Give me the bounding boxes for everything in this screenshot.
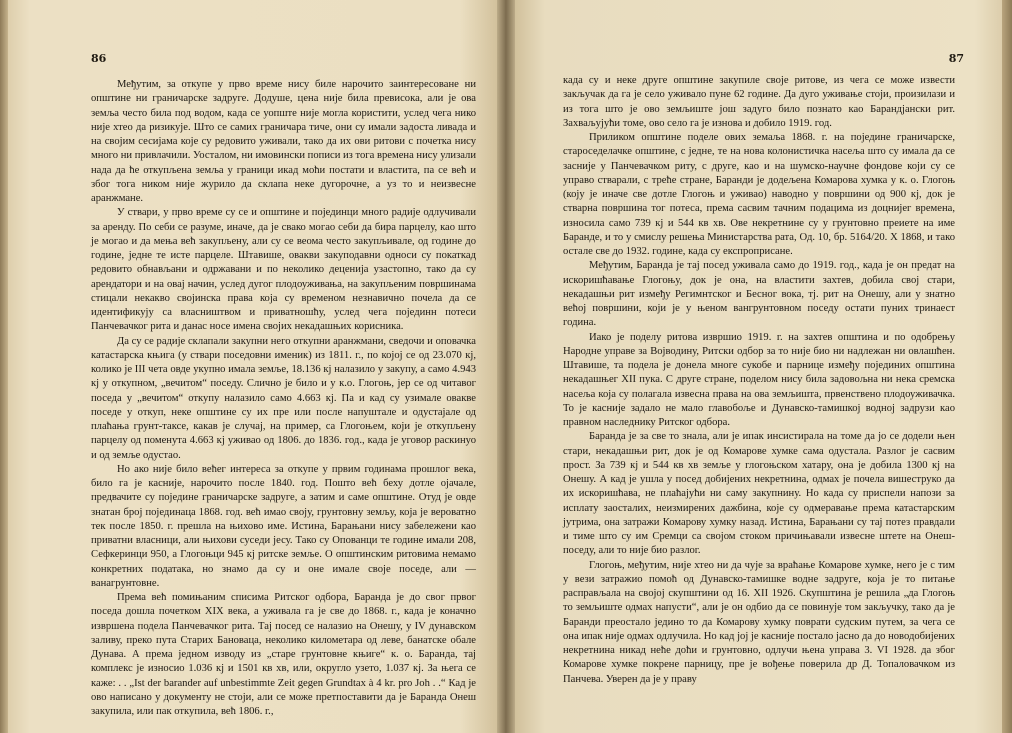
page-number-right: 87 <box>948 52 964 65</box>
book-gutter <box>497 0 515 733</box>
page-edge-right <box>1002 0 1012 733</box>
right-page-text <box>563 74 955 687</box>
left-page-text <box>91 78 476 719</box>
page-number-left: 86 <box>91 52 107 65</box>
paragraph: када су и неке друге општине закупиле своје ритове, из чега се може извести закључак да га је село уживало пуне 62 године. Да дуго уживање стоји, произилази и из тога што је ово земљиште још задуго било познато као Барандјански рит. Захваљујући томе, ово село га је изнова и добило 1919. год. <box>563 75 955 129</box>
right-page <box>505 0 1012 733</box>
paragraph: Међутим, за откупе у прво време нису биле нарочито заинтересоване ни општине ни граничарске задруге. Додуше, цена није била превисока, али је ова земља често била под водом, када се уопште није могла користити, услед чега нико није хтео да ризикује. Што се самих граничара тиче, они су имали задоста ливада и на својим сесијама које су редовито уживали, тако да их ови ритови с почетка нису много ни привлачили. Уосталом, ни имовински пописи из тога времена нису улизали нада да ће откупљена земља у граници икад мoћи постати и властита, па се већ и због тога ником није журило да склапа неке дугорочне, а уз то и неизвесне аранжмане. <box>91 79 476 204</box>
paragraph: Према већ помињаним списима Ритског одбора, Баранда је до свог првог поседа дошла почетком XIX века, а уживала га је све до 1868. г., када је коначно извршена подела Панчевачког рита. Тај посед се налазио на Онешу, у IV дунавском заливу, преко пута Старих Бановаца, неколико километара од леве, банатске обале Дунава. А према једном изводу из „старе грунтовне књиге“ к. о. Баранда, тај комплекс је износио 1.036 кј и 1501 кв хв, или, округло узето, 1.037 кј. За њега се каже: . . „Ist der barander auf unbestimmte Zeit gegen Grundtax à 4 kr. pro Joh . .“ Кад је ово написано у документу не стоји, али се може претпоставити да је Баранда Онеш закупила, или пак откупила, већ 1806. г., <box>91 592 476 717</box>
paragraph: Баранда је за све то знала, али је ипак инсистирала на томе да јо се додели њен стари, некадашњи рит, док је од Комарове хумке сама одустала. Разлог је сасвим прост. За 739 кј и 544 кв хв земље у глогоњском хатару, она је добила 1300 кј на Онешу. А кад је ушла у посед добијених некретнина, одмах је почела вишеструко да их искоришћава, не плаћајући ни саму закупнину. Но када су приспели напози за исплату заосталих, неизмирених дажбина, које су одмеравање према катастарским јутрима, она затражи Комарову хумку назад. Истина, Барањани су тај потез правдали и тиме што су им Сремци са својом стоком причињавали извесне штете на Онеш-поседу, али то није био разлог. <box>563 431 955 557</box>
paragraph: Међутим, Баранда је тај посед уживала само до 1919. год., када је он предат на искоришћавање Глогоњу, док је она, на властити захтев, добила свој стари, некадашњи рит између Регимнтског и Бесног вока, тј. рит на Онешу, али у знатно већој површини, који је у њеном вангрунтовном поседу остати пуних тринаест година. <box>563 260 955 329</box>
left-page <box>0 0 505 733</box>
paragraph: Да су се радије склапали закупни него откупни аранжмани, сведочи и оповачка катастарска књига (у ствари поседовни именик) из 1811. г., по којој се од 23.070 кј, колико је III чета овде укупно имала земље, 18.136 кј налазило у закупу, а само 4.943 кј у откупном, „вечитом“ поседу. Слично је било и у к.о. Глогоњ, јер се од читавог поседа у „вечитом“ откупу налазило само 4.663 кј. Па и кад су узимале овакве поседе у откуп, неке општине су их пре или после напуштале и одустајале од плаћања грунт-таксе, какав је случај, на пример, са Глогоњем, који је откупљену парцелу од поменута 4.663 кј уживао од 1806. до 1836. год., када је уговор раскинуо и од земље одустао. <box>91 335 476 461</box>
paragraph: Иако је поделу ритова извршио 1919. г. на захтев општина и по одобрењу Народне управе за Војводину, Ритски одбор за то није био ни надлежан ни овлашћен. Штавише, та подела је донела многе сукобе и парнице између појединих општина некадашњег XII пука. С друге стране, поделом нису била задовољна ни нека сремска насеља која су полагала извесна права на ова земљишта, првенствено плодоуживачка. То је касније задало не мало главобоље и Дунавско-тамишкој водној задрузи као правном наследнику Ритског одбора. <box>563 331 955 428</box>
page-edge-left <box>0 0 8 733</box>
paragraph: У ствари, у прво време су се и општине и појединци много радије одлучивали за аренду. По себи се разуме, иначе, да је свако могао себи да бира парцелу, као што је могао и да мења већ закупљену, али су се веома често закупљивале, од године до године, једне те исте парцеле. Штавише, овакви закуподавни односи су покаткад редовито обнављани и одржавани и по неколико деценија узастопно, тако да су арендатори и на овај начин, услед дугог плодоуживања, на закупљеним површинама стицали некакво својинска права која су временом незнавично почела да се идентификују са власништвом и приватношћу, услед чега појединн потеси Панчевачког рита и данас носе имена својих некадашњих корисника. <box>91 207 476 333</box>
paragraph: Но ако није било већег интереса за откупе у првим годинама прошлог века, било га је касније, нарочито после 1840. год. Пошто већ беху дотле ојачале, предвачите су поједине граничарске задруге, а затим и саме општине. Отуд је овде знатан број појединаца 1868. год. већ имао своју, грунтовну земљу, која је вероватно тек после 1850. г. прешла на њихово име. Истина, Барањани нису забележени као приватни власници, али њихови суседи јесу. Тако су Опованци те године имали 208, Сефкеринци 950, а Глогоњци 945 кј ритске земље. О општинским ритовима немамо конкретних података, но знамо да су и оне имале своје поседе, али — ванагрунтовне. <box>91 463 476 589</box>
paragraph: Приликом општине поделе ових земаља 1868. г. на поједине граничарске, староседелачке општине, с једне, те на нова колонистичка насеља што су имала да се засније у Панчевачком риту, с друге, као и на шумско-научне фондове који су се управо стварали, с треће стране, Баранди је додељена Комарова хумка у к. о. Глогоњ (коју је иначе све дотле Глогоњ и уживао) наводно у површини од 900 кј, док је стварна површина тог потеса, према сасвим тачним подацима из доцнијег времена, износила само 739 кј и 544 кв хв. Ове некретнине су у грунтовно преиете на име Баранде, и то у смислу решења Министарства рата, Од. 10, бр. 5164/20. X 1868, и тако остале све до 1932. године, када су експроприсане. <box>563 132 955 257</box>
paragraph: Глогоњ, међутим, није хтео ни да чује за враћање Комарове хумке, него је с тим у вези затражио помоћ од Дунавско-тамишке водне задруге, која је то питање расправљала на својој скупштини од 16. XII 1926. Скупштина је решила „да Глогоњ то земљиште одмах напусти“, али је он одбио да се повинује том закључку, тако да је Баранди преостало једино то да Комарову хумку поврати судским путем, за чега се она ипак није одмах одлучила. Но кад јој је касније постало јасно да до новодобијених некретнина никад неће доћи и грунтовно, одлучи њена управа 3. VI 1928. да због Комарове хумке покрене парницу, пре је вођење поверила др Д. Топаловачком из Панчева. Уверен да је у праву <box>563 559 955 685</box>
